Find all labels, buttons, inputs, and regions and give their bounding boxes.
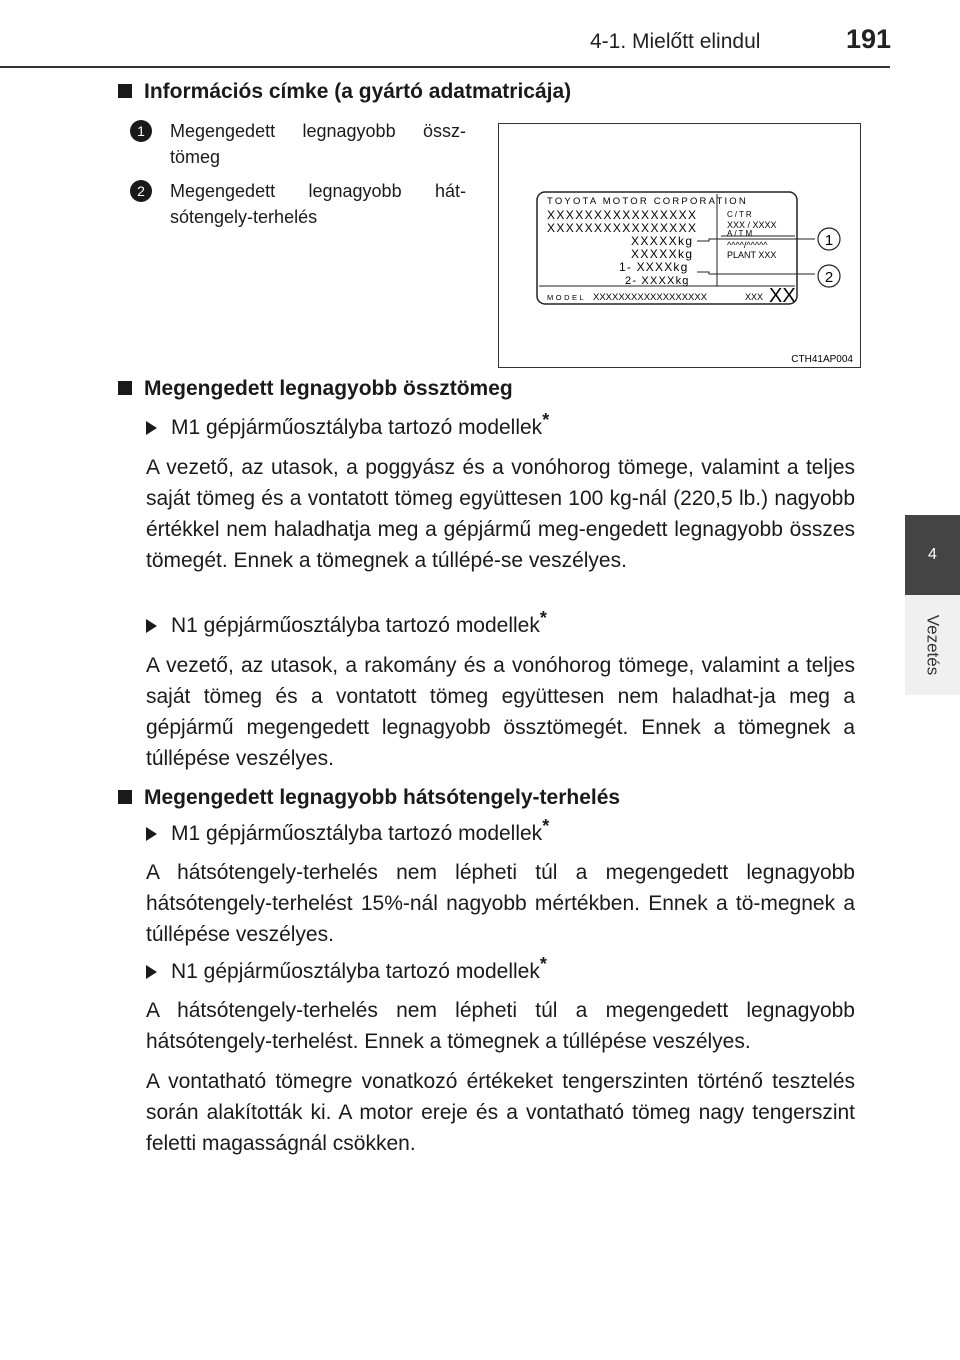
- square-bullet-icon: [118, 84, 132, 98]
- plate-kg-2: XXXXXkg: [631, 247, 694, 261]
- heading-text: Megengedett legnagyobb össztömeg: [144, 377, 513, 400]
- heading-text: Megengedett legnagyobb hátsótengely-terhelés: [144, 786, 621, 809]
- header-section-title: 4-1. Mielőtt elindul: [590, 30, 761, 53]
- plate-callout-1: 1: [824, 232, 834, 249]
- chapter-tab-number: [905, 515, 960, 595]
- plate-atm-value: ^^^^/^^^^^: [727, 240, 768, 250]
- footnote-star: *: [542, 410, 550, 430]
- triangle-bullet-icon: [146, 965, 157, 979]
- paragraph-m1-total: A vezető, az utasok, a poggyász és a vonóhorog tömege, valamint a teljes saját tömeg és a vontatott tömeg együttesen 100 kg-nál (220,5 lb.) nagyobb értékkel nem haladhatja meg a gépjármű meg-engedett legnagyobb összes tömegét. Ennek a tömegnek a túllépé-se veszélyes.: [146, 456, 855, 572]
- triangle-bullet-icon: [146, 619, 157, 633]
- paragraph-n1-axle: A hátsótengely-terhelés nem lépheti túl a megengedett legnagyobb hátsótengely-terhelést. Ennek a tömegnek a túllépése veszélyes.: [146, 999, 855, 1053]
- footnote-star: *: [539, 954, 547, 974]
- page-number: 191: [846, 24, 892, 54]
- plate-kg-1: XXXXXkg: [631, 234, 694, 248]
- callout-1-text: Megengedett legnagyobb össz-tömeg: [170, 121, 466, 167]
- subheading-n1-total: [146, 608, 547, 638]
- callout-2-text: Megengedett legnagyobb hát-sótengely-terhelés: [170, 181, 466, 227]
- chapter-title: Vezetés: [923, 614, 943, 676]
- section-heading-info-label: [118, 80, 571, 104]
- square-bullet-icon: [118, 381, 132, 395]
- subheading-text: N1 gépjárműosztályba tartozó modellek: [171, 614, 540, 637]
- plate-callout-2: 2: [824, 269, 834, 286]
- plate-xrow-1: XXXXXXXXXXXXXXXX: [547, 208, 698, 222]
- subheading-n1-axle: [146, 954, 547, 984]
- section-heading-max-total-mass: [118, 377, 513, 401]
- subheading-m1-axle: [146, 816, 550, 846]
- paragraph-n1-total: A vezető, az utasok, a rakomány és a vonóhorog tömege, valamint a teljes saját tömeg és a vontatott tömeg együttesen nem haladhat-ja meg a gépjármű megengedett legnagyobb össztömegét. Ennek a tömegnek a túllépése veszélyes.: [146, 654, 855, 770]
- plate-plant: PLANT XXX: [727, 250, 777, 260]
- subheading-text: M1 gépjárműosztályba tartozó modellek: [171, 822, 543, 845]
- plate-model-value: XXXXXXXXXXXXXXXXXX: [593, 292, 708, 303]
- chapter-tab-title: [905, 595, 960, 695]
- plate-kg-4: 2- XXXXkg: [625, 275, 690, 287]
- label-plate-drawing: [499, 124, 859, 366]
- square-bullet-icon: [118, 790, 132, 804]
- footnote-star: *: [542, 816, 550, 836]
- paragraph-m1-axle: A hátsótengely-terhelés nem lépheti túl a megengedett legnagyobb hátsótengely-terhelést 15%-nál nagyobb mértékben. Ennek a tö-megnek a túllépése veszélyes.: [146, 861, 855, 946]
- label-plate-illustration: [498, 123, 861, 368]
- plate-small-xxx: XXX: [745, 292, 764, 302]
- callout-number-1: 1: [130, 120, 152, 142]
- section-heading-rear-axle: [118, 786, 620, 810]
- subheading-text: N1 gépjárműosztályba tartozó modellek: [171, 960, 540, 983]
- footnote-star: *: [539, 608, 547, 628]
- plate-xrow-2: XXXXXXXXXXXXXXXX: [547, 221, 698, 235]
- subheading-text: M1 gépjárműosztályba tartozó modellek: [171, 416, 543, 439]
- paragraph-towing-note: A vontatható tömegre vonatkozó értékeket tengerszinten történő tesztelés során alakították ki. A motor ereje és a vontatható tömeg nagy tengerszint feletti magasságnál csökken.: [146, 1070, 855, 1155]
- plate-atm: A/TM: [727, 229, 755, 238]
- header-divider: [0, 66, 890, 68]
- figure-code: CTH41AP004: [791, 354, 853, 365]
- triangle-bullet-icon: [146, 421, 157, 435]
- plate-big-xx: XX: [769, 285, 796, 307]
- subheading-m1-total: [146, 410, 550, 440]
- plate-model-label: MODEL: [547, 293, 587, 302]
- plate-company: TOYOTA MOTOR CORPORATION: [547, 196, 748, 207]
- plate-kg-3: 1- XXXXkg: [619, 260, 689, 274]
- heading-text: Információs címke (a gyártó adatmatricája): [144, 80, 572, 103]
- chapter-number: 4: [928, 546, 937, 563]
- plate-ctr-value: XXX / XXXX: [727, 220, 777, 230]
- triangle-bullet-icon: [146, 827, 157, 841]
- callout-number-2: 2: [130, 180, 152, 202]
- plate-ctr: C/TR: [727, 210, 754, 219]
